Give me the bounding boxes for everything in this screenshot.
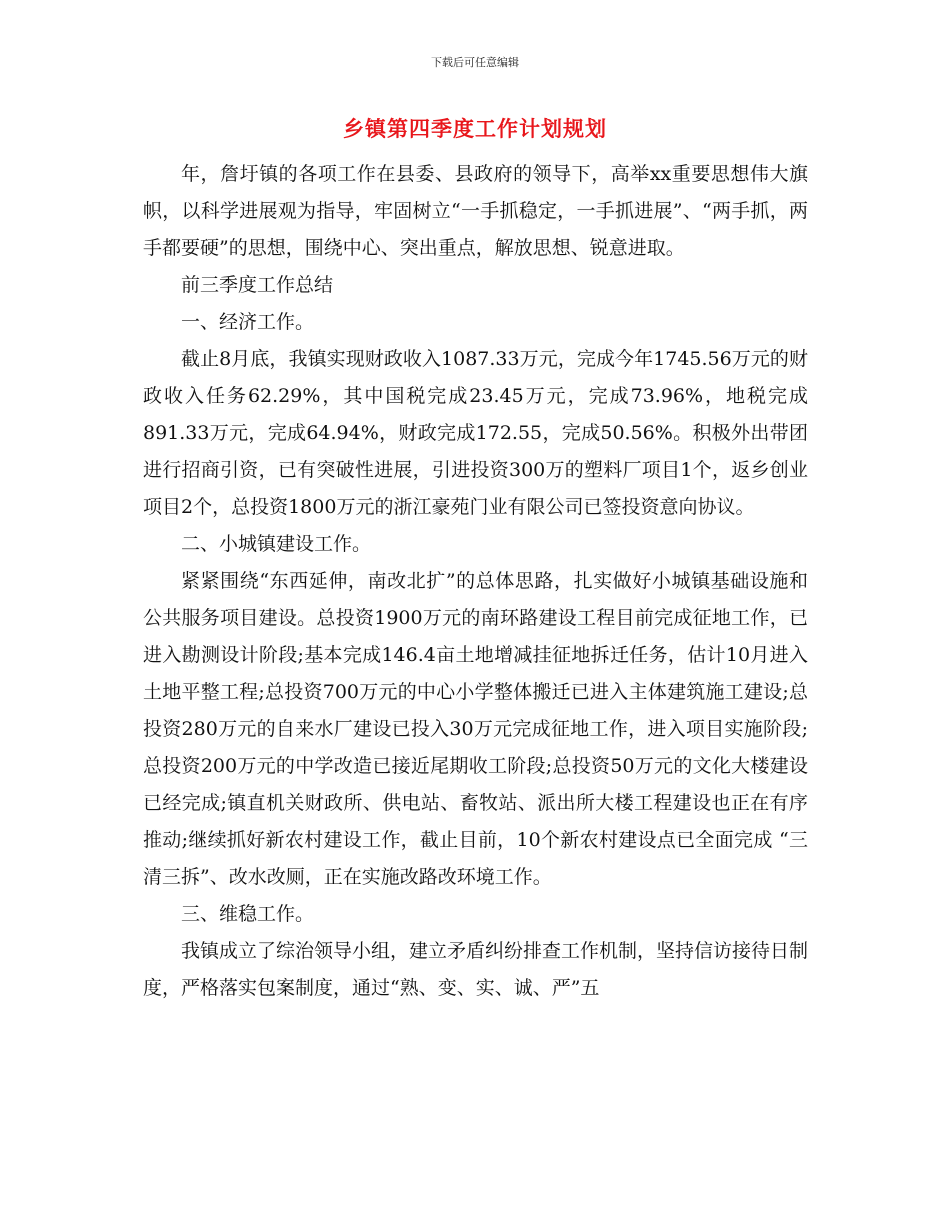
paragraph-stability: 我镇成立了综治领导小组，建立矛盾纠纷排查工作机制，坚持信访接待日制度，严格落实包案制度，通过“熟、变、实、诚、严”五	[143, 940, 809, 999]
section-heading-summary: 前三季度工作总结	[181, 274, 334, 296]
paragraph-economy: 截止8月底，我镇实现财政收入1087.33万元，完成今年1745.56万元的财政收入任务62.29%，其中国税完成23.45万元，完成73.96%，地税完成891.33万元，完成64.94%，财政完成172.55，完成50.56%。积极外出带团进行招商引资，已有突破性进展，引进投资300万的塑料厂项目1个，返乡创业项目2个，总投资1800万元的浙江豪苑门业有限公司已签投资意向协议。	[143, 348, 808, 518]
paragraph-intro: 年，詹圩镇的各项工作在县委、县政府的领导下，高举xx重要思想伟大旗帜，以科学进展观为指导，牢固树立“一手抓稳定，一手抓进展”、“两手抓，两手都要硬”的思想，围绕中心、突出重点，解放思想、锐意进取。	[143, 163, 808, 259]
section-heading-economy: 一、经济工作。	[181, 311, 315, 333]
section-heading-stability: 三、维稳工作。	[181, 903, 315, 925]
header-note: 下载后可任意编辑	[431, 56, 519, 69]
document-title: 乡镇第四季度工作计划规划	[343, 117, 607, 141]
document-body	[143, 156, 808, 1007]
section-heading-town-construction: 二、小城镇建设工作。	[181, 533, 372, 555]
paragraph-town-construction: 紧紧围绕“东西延伸，南改北扩”的总体思路，扎实做好小城镇基础设施和公共服务项目建设。总投资1900万元的南环路建设工程目前完成征地工作，已进入勘测设计阶段;基本完成146.4亩土地增减挂征地拆迁任务，估计10月进入土地平整工程;总投资700万元的中心小学整体搬迁已进入主体建筑施工建设;总投资280万元的自来水厂建设已投入30万元完成征地工作，进入项目实施阶段;总投资200万元的中学改造已接近尾期收工阶段;总投资50万元的文化大楼建设已经完成;镇直机关财政所、供电站、畜牧站、派出所大楼工程建设也正在有序推动;继续抓好新农村建设工作，截止目前，10个新农村建设点已全面完成 “三清三拆”、改水改厕，正在实施改路改环境工作。	[143, 570, 808, 888]
